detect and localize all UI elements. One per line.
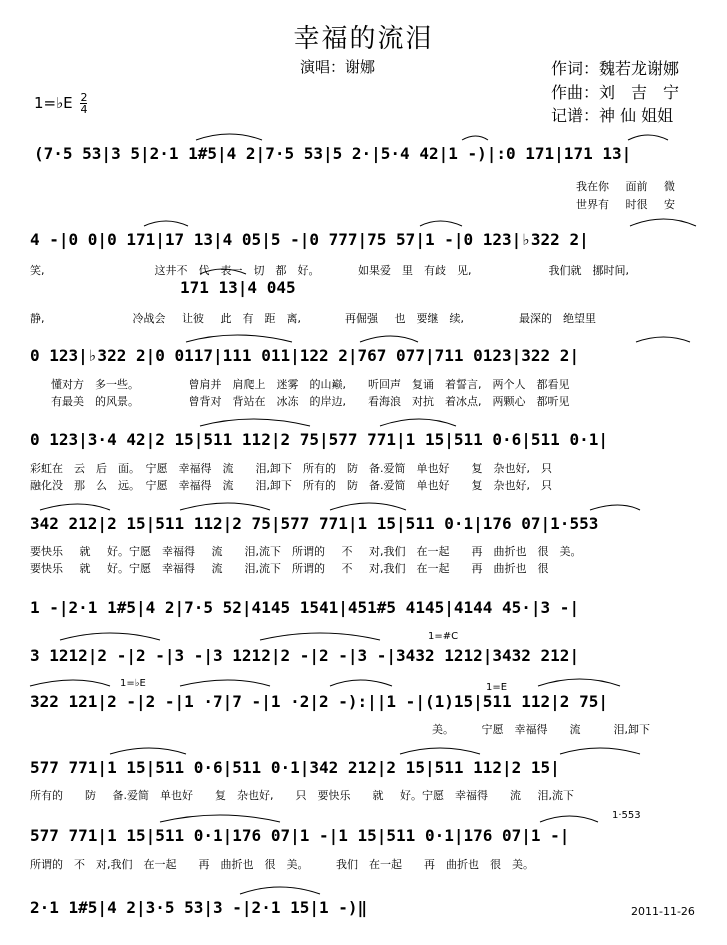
lyric-line: 笑, 这井不 代 表一 切 都 好。 如果爱 里 有歧 见, 我们就 挪时间,: [30, 264, 629, 277]
notation-line: 322 121|2 -|2 -|1 ·7|7 -|1 ·2|2 -):||1 -|(1)15|511 112|2 75|: [30, 692, 608, 711]
notation-line: 2·1 1#5|4 2|3·5 53|3 -|2·1 15|1 -)‖: [30, 898, 368, 917]
lyric-line: 世界有 时很 安: [576, 198, 675, 211]
lyricist-credit: 作词：魏若龙谢娜: [551, 59, 680, 78]
lyric-line: 有最美 的风景。 曾背对 背站在 冰冻 的岸边, 看海浪 对抗 着冰点, 两颗心 都听见: [40, 395, 570, 408]
notation-line: 4 -|0 0|0 171|17 13|4 05|5 -|0 777|75 57|1 -|0 123|♭322 2|: [30, 230, 589, 249]
time-top: 2: [80, 91, 88, 104]
singer-credit: 演唱：谢娜: [300, 58, 376, 76]
time-bottom: 4: [80, 103, 88, 116]
volta-key-label: 1=E: [486, 682, 508, 693]
notation-line: 0 123|3·4 42|2 15|511 112|2 75|577 771|1 15|511 0·6|511 0·1|: [30, 430, 608, 449]
notation-line: 577 771|1 15|511 0·6|511 0·1|342 212|2 15|511 112|2 15|: [30, 758, 560, 777]
date-stamp: 2011-11-26: [631, 905, 695, 918]
lyric-line: 静, 冷战会 让彼 此 有 距 离, 再倔强 也 要继 续, 最深的 绝望里: [30, 312, 596, 325]
notation-line: 3 1212|2 -|2 -|3 -|3 1212|2 -|2 -|3 -|3432 1212|3432 212|: [30, 646, 580, 665]
notation-line: 171 13|4 045: [180, 278, 296, 297]
key-change-label: 1=#C: [428, 631, 459, 642]
lyric-line: 懂对方 多一些。 曾肩并 肩爬上 迷雾 的山巅, 听回声 复诵 着誓言, 两个人 都看见: [40, 378, 570, 391]
notation-line: 1 -|2·1 1#5|4 2|7·5 52|4145 1541|451#5 4145|4144 45·|3 -|: [30, 598, 580, 617]
composer-credit: 作曲：刘 吉 宁: [551, 83, 680, 102]
ossia-marker: 1·553: [612, 810, 641, 821]
key-label: 1=♭E: [34, 94, 73, 112]
notation-line: (7·5 53|3 5|2·1 1#5|4 2|7·5 53|5 2·|5·4 42|1 -)|:0 171|171 13|: [34, 144, 632, 163]
notation-line: 342 212|2 15|511 112|2 75|577 771|1 15|511 0·1|176 07|1·553: [30, 514, 599, 533]
notation-line: 577 771|1 15|511 0·1|176 07|1 -|1 15|511 0·1|176 07|1 -|: [30, 826, 570, 845]
key-change-label: 1=♭E: [120, 678, 146, 689]
lyric-line: 要快乐 就 好。宁愿 幸福得 流 泪,流下 所谓的 不 对,我们 在一起 再 曲折也 很 美。: [30, 545, 582, 558]
lyric-line: 所有的 防 备.爱简 单也好 复 杂也好, 只 要快乐 就 好。宁愿 幸福得 流 泪,流下: [30, 789, 574, 802]
lyric-line: 彩虹在 云 后 面。 宁愿 幸福得 流 泪,卸下 所有的 防 备.爱简 单也好 复 杂也好, 只: [30, 462, 552, 475]
song-title: 幸福的流泪: [293, 24, 434, 54]
notation-line: 0 123|♭322 2|0 0117|111 011|122 2|767 077|711 0123|322 2|: [30, 346, 580, 365]
lyric-line: 所谓的 不 对,我们 在一起 再 曲折也 很 美。 我们 在一起 再 曲折也 很 美。: [30, 858, 534, 871]
lyric-line: 要快乐 就 好。宁愿 幸福得 流 泪,流下 所谓的 不 对,我们 在一起 再 曲折也 很: [30, 562, 549, 575]
lyric-line: 我在你 面前 微: [576, 180, 675, 193]
lyric-line: 融化没 那 么 远。 宁愿 幸福得 流 泪,卸下 所有的 防 备.爱简 单也好 复 杂也好, 只: [30, 479, 552, 492]
lyric-line: 美。 宁愿 幸福得 流 泪,卸下: [432, 723, 650, 736]
transcriber-credit: 记谱：神 仙 姐姐: [551, 106, 674, 125]
